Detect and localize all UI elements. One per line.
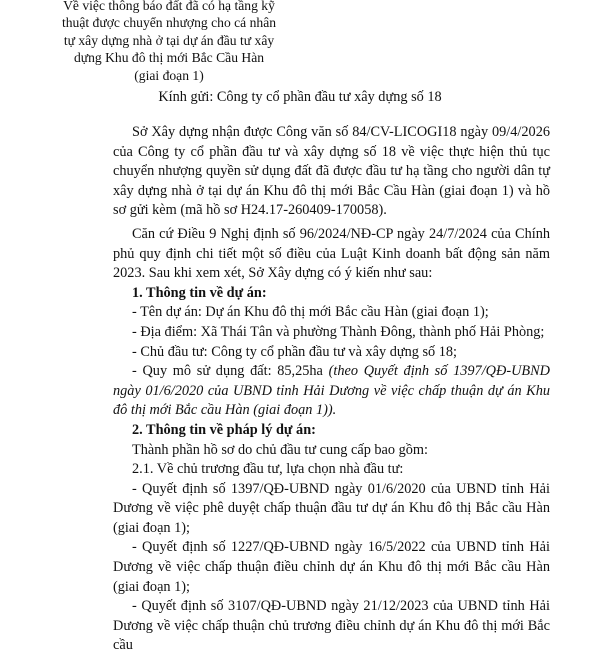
subject-line: dựng Khu đô thị mới Bắc Cầu Hàn <box>73 50 265 66</box>
land-scale-item <box>113 362 550 421</box>
subject-line: thuật được chuyển nhượng cho cá nhân <box>61 15 277 31</box>
recipient-line: Kính gửi: Công ty cổ phần đầu tư xây dựng số 18 <box>158 89 442 105</box>
subject-line: tự xây dựng nhà ở tại dự án đầu tư xây <box>63 32 275 48</box>
investor-item: - Chủ đầu tư: Công ty cổ phần đầu tư và xây dựng số 18; <box>132 343 458 360</box>
dossier-intro: Thành phần hồ sơ do chủ đầu tư cung cấp bao gồm: <box>132 441 429 458</box>
project-name-item: - Tên dự án: Dự án Khu đô thị mới Bắc cầu Hàn (giai đoạn 1); <box>132 304 489 321</box>
location-item: - Địa điểm: Xã Thái Tân và phường Thành Đông, thành phố Hải Phòng; <box>132 323 545 340</box>
land-scale-text: - Quy mô sử dụng đất: 85,25ha <box>132 363 329 380</box>
document-body <box>113 123 550 656</box>
subsection-2-1: 2.1. Về chủ trương đầu tư, lựa chọn nhà đầu tư: <box>132 461 404 478</box>
decision-item: - Quyết định số 1397/QĐ-UBND ngày 01/6/2020 của UBND tỉnh Hải Dương về việc phê duyệt chấp thuận đầu tư dự án Khu đô thị Bắc cầu Hàn (giai đoạn 1); <box>113 480 550 536</box>
subject-line: (giai đoạn 1) <box>134 67 204 83</box>
document-subject <box>40 0 298 84</box>
section-2-heading: 2. Thông tin về pháp lý dự án: <box>132 421 316 438</box>
legal-basis-paragraph: Căn cứ Điều 9 Nghị định số 96/2024/NĐ-CP ngày 24/7/2024 của Chính phủ quy định chi tiết một số điều của Luật Kinh doanh bất động sản năm 2023. Sau khi xem xét, Sở Xây dựng có ý kiến như sau: <box>113 225 550 282</box>
decision-item: - Quyết định số 1227/QĐ-UBND ngày 16/5/2022 của UBND tỉnh Hải Dương về việc chấp thuận điều chỉnh dự án Khu đô thị mới Bắc cầu Hàn (giai đoạn 1); <box>113 539 550 595</box>
intro-paragraph: Sở Xây dựng nhận được Công văn số 84/CV-LICOGI18 ngày 09/4/2026 của Công ty cổ phần đầu tư và xây dựng số 18 về việc thực hiện thủ tục chuyển nhượng quyền sử dụng đất đã được đầu tư hạ tầng cho người dân tự xây dựng nhà ở tại dự án Khu đô thị mới Bắc Cầu Hàn (giai đoạn 1) và hồ sơ gửi kèm (mã hồ sơ H24.17-260409-170058). <box>113 124 550 219</box>
subject-line: Về việc thông báo đất đã có hạ tầng kỹ <box>63 0 275 13</box>
section-1-heading: 1. Thông tin về dự án: <box>132 284 267 301</box>
decision-item: - Quyết định số 3107/QĐ-UBND ngày 21/12/2023 của UBND tỉnh Hải Dương về việc chấp thuận chủ trương điều chỉnh dự án Khu đô thị mới Bắc cầu <box>113 598 550 654</box>
land-scale-note: (theo Quyết định số 1397/QĐ-UBND ngày 01/6/2020 của UBND tỉnh Hải Dương về việc chấp thuận dự án Khu đô thị mới Bắc cầu Hàn (giai đoạn 1)). <box>113 363 550 419</box>
